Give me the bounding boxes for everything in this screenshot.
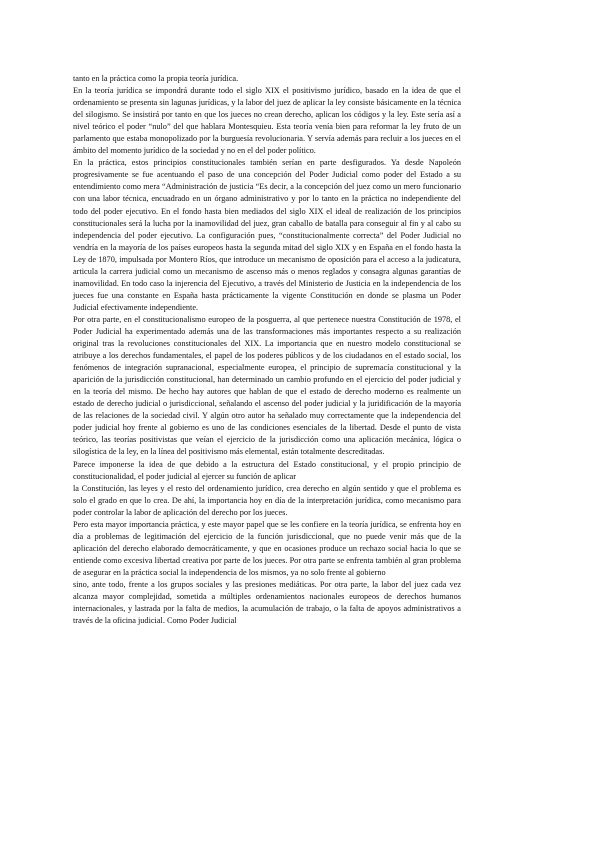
paragraph: En la práctica, estos principios constitucionales también serían en parte desfigurados. Ya desde Napoleón progresivamente se fue acentuando el paso de una concepción del Poder Judicial como poder del Estado a su entendimiento como mera “Administración de justicia “Es decir, a la concepción del juez como un mero funcionario con una labor técnica, encuadrado en un órgano administrativo y por lo tanto en la práctica no independiente del todo del poder ejecutivo. En el fondo hasta bien mediados del siglo XIX el ideal de realización de los principios constitucionales será la lucha por la inamovilidad del juez, gran caballo de batalla para conseguir al fin y al cabo su independencia del poder ejecutivo. La configuración pues, “constitucionalmente correcta” del Poder Judicial no vendría en la mayoría de los países europeos hasta la segunda mitad del siglo XIX y en España en el fondo hasta la Ley de 1870, impulsada por Montero Ríos, que introduce un mecanismo de oposición para el acceso a la judicatura, articula la carrera judicial como un mecanismo de ascenso más o menos reglados y consagra algunas garantías de inamovilidad. En todo caso la injerencia del Ejecutivo, a través del Ministerio de Justicia en la independencia de los jueces fue una constante en España hasta prácticamente la vigente Constitución en donde se plasma un Poder Judicial efectivamente independiente. (73, 158, 461, 312)
paragraph: Parece imponerse la idea de que debido a la estructura del Estado constitucional, y el propio principio de constitucionalidad, el poder judicial al ejercer su función de aplicar (73, 459, 461, 481)
paragraph: sino, ante todo, frente a los grupos sociales y las presiones mediáticas. Por otra parte, la labor del juez cada vez alcanza mayor complejidad, sometida a múltiples ordenamientos nacionales europeos de derechos humanos internacionales, y lastrada por la falta de medios, la acumulación de trabajo, o la falta de apoyos administrativos a través de la oficina judicial. Como Poder Judicial (73, 579, 461, 626)
paragraph: tanto en la práctica como la propia teoría jurídica. (73, 74, 239, 83)
paragraph: Por otra parte, en el constitucionalismo europeo de la posguerra, al que pertenece nuestra Constitución de 1978, el Poder Judicial ha experimentado además una de las transformaciones más importantes respecto a su realización original tras la revoluciones constitucionales del XIX. La importancia que en nuestro modelo constitucional se atribuye a los derechos fundamentales, el papel de los poderes públicos y de los ciudadanos en el estado social, los fenómenos de integración supranacional, especialmente europea, el principio de supremacía constitucional y la aparición de la jurisdicción constitucional, han determinado un cambio profundo en el ejercicio del poder judicial y en la teoría del mismo. De hecho hay autores que hablan de que el estado de derecho moderno es realmente un estado de derecho judicial o jurisdiccional, señalando el ascenso del poder judicial y la juridificación de la mayoría de las relaciones de la sociedad civil. Y algún otro autor ha señalado muy correctamente que la independencia del poder judicial hoy frente al gobierno es uno de las condiciones esenciales de la libertad. Desde el punto de vista teórico, las teorías positivistas que veían el ejercicio de la jurisdicción como una aplicación mecánica, lógica o silogística de la ley, en la línea del positivismo más elemental, están totalmente descreditadas. (73, 314, 461, 457)
paragraph: la Constitución, las leyes y el resto del ordenamiento jurídico, crea derecho en algún sentido y que el problema es solo el grado en que lo crea. De ahí, la importancia hoy en día de la interpretación jurídica, como mecanismo para poder controlar la labor de aplicación del derecho por los jueces. (73, 483, 461, 517)
document-body (73, 73, 461, 627)
paragraph: En la teoría jurídica se impondrá durante todo el siglo XIX el positivismo jurídico, basado en la idea de que el ordenamiento se presenta sin lagunas jurídicas, y la labor del juez de aplicar la ley consiste básicamente en la técnica del silogismo. Se insistirá por tanto en que los jueces no crean derecho, aplican los códigos y la ley. Este sería así a nivel teórico el poder “nulo” del que hablara Montesquieu. Esta teoría venía bien para reformar la ley fruto de un parlamento que estaba monopolizado por la burguesía revolucionaria. Y servía además para recluir a los jueces en el ámbito del momento jurídico de la sociedad y no en el del poder político. (73, 86, 461, 156)
paragraph: Pero esta mayor importancia práctica, y este mayor papel que se les confiere en la teoría jurídica, se enfrenta hoy en día a problemas de legitimación del ejercicio de la función jurisdiccional, que no puede venir más que de la aplicación del derecho elaborado democráticamente, y que en ocasiones produce un rechazo social hacia lo que se entiende como excesiva libertad creativa por parte de los jueces. Por otra parte se enfrenta también al gran problema de asegurar en la práctica social la independencia de los mismos, ya no solo frente al gobierno (73, 519, 461, 577)
